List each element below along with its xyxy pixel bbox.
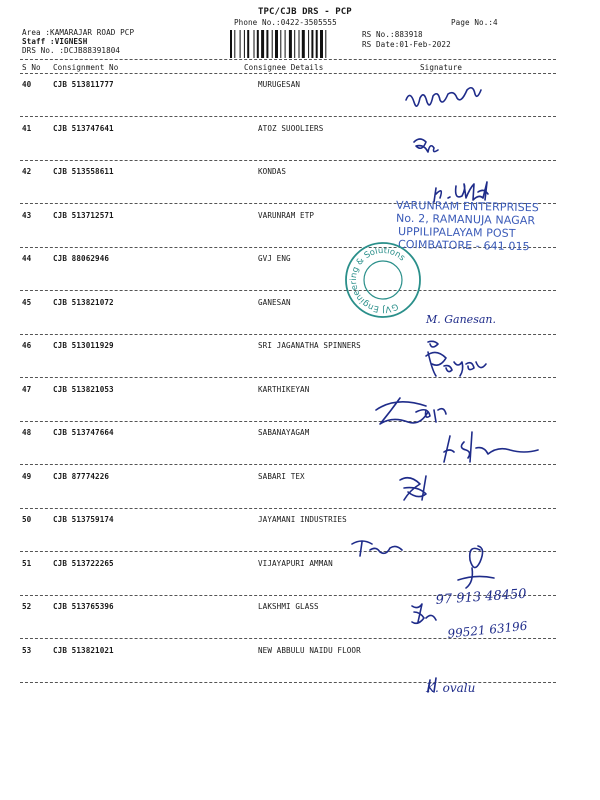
- barcode-bar: [254, 30, 255, 58]
- stamp-line-2: No. 2, RAMANUJA NAGAR: [395, 211, 536, 228]
- row-sno: 48: [22, 428, 32, 437]
- row-consignee: SRI JAGANATHA SPINNERS: [258, 341, 361, 350]
- row-sno: 49: [22, 471, 32, 481]
- column-header-divider: [20, 73, 556, 74]
- signature-52: [412, 604, 436, 623]
- column-header-consignee: Consignee Details: [244, 63, 324, 72]
- barcode-bar: [247, 30, 249, 58]
- row-sno: 42: [22, 167, 32, 176]
- row-consignment-no: CJB 513722265: [53, 558, 114, 568]
- signature-40: [406, 88, 481, 106]
- drs-number: DRS No. :DCJB88391804: [22, 46, 121, 55]
- handwritten-ganesan: M. Ganesan.: [426, 313, 496, 326]
- barcode-bar: [308, 30, 309, 58]
- row-consignment-no: CJB 87774226: [53, 471, 110, 481]
- stamp-line-3: UPPILIPALAYAM POST: [397, 224, 516, 241]
- barcode-bar: [266, 30, 268, 58]
- row-consignee: LAKSHMI GLASS: [258, 602, 319, 611]
- row-sno: 52: [22, 602, 32, 611]
- row-consignment-no: CJB 513821053: [53, 384, 114, 394]
- row-consignee: NEW ABBULU NAIDU FLOOR: [258, 645, 361, 655]
- stamp-line-1: VARUNRAM ENTERPRISES: [395, 198, 540, 215]
- barcode-bar: [240, 30, 241, 58]
- signature-layer: [340, 80, 600, 730]
- signature-46: [426, 352, 486, 376]
- barcode-bar: [257, 30, 259, 58]
- signature-47: [376, 398, 446, 424]
- row-consignment-no: CJB 513821021: [53, 645, 114, 655]
- row-consignee: VIJAYAPURI AMMAN: [258, 558, 333, 568]
- row-sno: 44: [22, 254, 32, 263]
- barcode-bar: [280, 30, 281, 58]
- area-label: Area :KAMARAJAR ROAD PCP: [22, 28, 135, 37]
- row-consignee: MURUGESAN: [258, 80, 301, 89]
- row-consignment-no: CJB 513811777: [53, 80, 114, 89]
- signature-50: [352, 541, 402, 556]
- barcode-bar: [234, 30, 235, 58]
- row-sno: 53: [22, 645, 32, 655]
- row-consignment-no: CJB 513712571: [53, 210, 114, 220]
- row-consignee: SABANAYAGAM: [258, 428, 310, 437]
- barcode-bar: [302, 30, 305, 58]
- column-header-sno: S No: [22, 63, 41, 72]
- row-consignee: KONDAS: [258, 167, 287, 176]
- signature-48: [444, 432, 538, 462]
- row-sno: 41: [22, 123, 32, 133]
- row-consignee: JAYAMANI INDUSTRIES: [258, 515, 347, 524]
- row-consignee: GANESAN: [258, 297, 291, 307]
- row-consignment-no: CJB 513747641: [53, 123, 114, 133]
- handwritten-phone-1: 97 913 48450: [435, 586, 528, 608]
- row-consignment-no: CJB 513765396: [53, 602, 114, 611]
- row-consignee: KARTHIKEYAN: [258, 384, 310, 394]
- row-sno: 47: [22, 384, 32, 394]
- signature-51: [458, 546, 494, 588]
- seal-circle-text: GVJ Engineering & Solutions: [348, 245, 407, 315]
- barcode-bar: [316, 30, 318, 58]
- staff-label: Staff :VIGNESH: [22, 37, 88, 46]
- row-sno: 46: [22, 341, 32, 350]
- signature-43: [428, 341, 438, 347]
- row-consignment-no: CJB 513747664: [53, 428, 114, 437]
- barcode: [229, 30, 351, 58]
- barcode-bar: [275, 30, 278, 58]
- barcode-bar: [244, 30, 245, 58]
- column-header-signature: Signature: [420, 63, 463, 72]
- barcode-bar: [261, 30, 264, 58]
- row-sno: 51: [22, 558, 32, 568]
- handwritten-last-signature: K. ovalu: [426, 681, 476, 695]
- row-sno: 50: [22, 515, 32, 524]
- row-consignee: GVJ ENG: [258, 254, 291, 263]
- barcode-bar: [320, 30, 323, 58]
- row-consignment-no: CJB 513759174: [53, 515, 114, 524]
- barcode-bar: [311, 30, 313, 58]
- row-consignment-no: CJB 88062946: [53, 254, 110, 263]
- barcode-bar: [294, 30, 295, 58]
- signature-49: [400, 476, 426, 500]
- row-sno: 40: [22, 80, 32, 89]
- stamp-line-4: COIMBATORE - 641 015: [397, 237, 530, 254]
- handwritten-phone-2: 99521 63196: [446, 618, 529, 641]
- row-consignment-no: CJB 513821072: [53, 297, 114, 307]
- rs-number: RS No.:883918: [362, 30, 423, 39]
- row-consignment-no: CJB 513011929: [53, 341, 114, 350]
- rs-date: RS Date:01-Feb-2022: [362, 40, 451, 49]
- barcode-bar: [230, 30, 232, 58]
- barcode-bar: [285, 30, 286, 58]
- row-consignment-no: CJB 513558611: [53, 167, 114, 176]
- signature-42: [434, 182, 488, 202]
- signature-41: [414, 139, 438, 152]
- barcode-bar: [325, 30, 326, 58]
- page-number: Page No.:4: [451, 18, 498, 27]
- barcode-bar: [289, 30, 292, 58]
- row-sno: 45: [22, 297, 32, 307]
- page-title: TPC/CJB DRS - PCP: [258, 7, 352, 17]
- column-header-consignment: Consignment No: [53, 63, 119, 72]
- row-sno: 43: [22, 210, 32, 220]
- barcode-bar: [272, 30, 273, 58]
- phone-number: Phone No.:0422-3505555: [234, 18, 337, 27]
- row-consignee: ATOZ SUOOLIERS: [258, 123, 324, 133]
- barcode-bar: [299, 30, 300, 58]
- row-consignee: VARUNRAM ETP: [258, 210, 315, 220]
- row-consignee: SABARI TEX: [258, 471, 305, 481]
- header-divider: [20, 59, 556, 60]
